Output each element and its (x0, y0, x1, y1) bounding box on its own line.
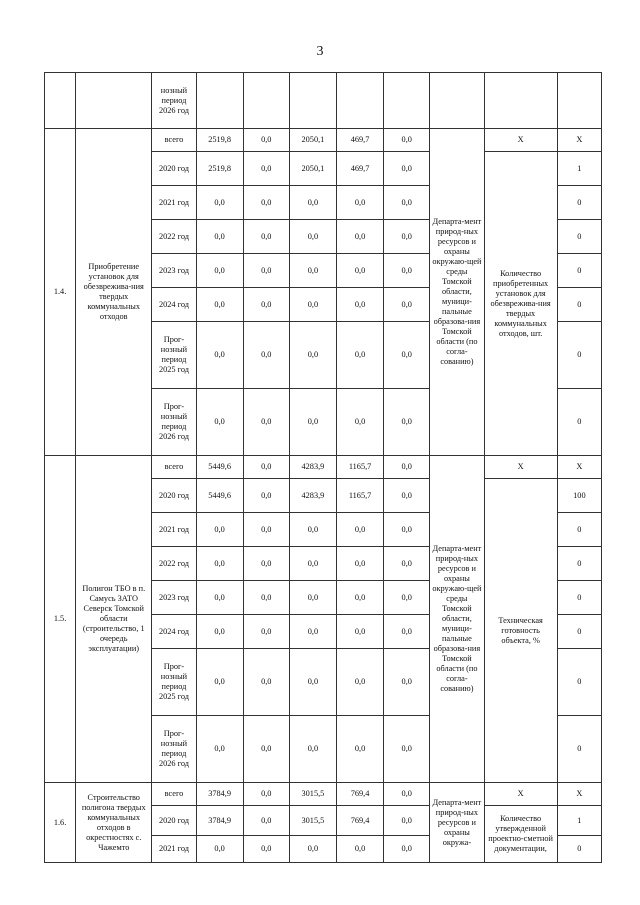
cell-period: нозный период 2026 год (152, 73, 196, 129)
program-table (44, 72, 602, 863)
period-label: 2020 год (152, 806, 196, 836)
period-label: 2021 год (152, 513, 196, 547)
table-row (45, 129, 602, 152)
amount-regional: 0,0 (289, 649, 336, 716)
amount-local: 0,0 (337, 716, 384, 783)
amount-local: 1165,7 (337, 479, 384, 513)
amount-extrabudget: 0,0 (384, 220, 430, 254)
section-number: 1.5. (45, 456, 76, 783)
amount-federal: 0,0 (243, 615, 289, 649)
amount-federal: 0,0 (243, 783, 289, 806)
amount-total: 3784,9 (196, 806, 243, 836)
cell-responsible (430, 73, 484, 129)
amount-total: 2519,8 (196, 152, 243, 186)
amount-total: 5449,6 (196, 479, 243, 513)
amount-regional: 0,0 (289, 547, 336, 581)
amount-regional: 4283,9 (289, 479, 336, 513)
cell-indicator-name (484, 73, 557, 129)
indicator-value: 100 (557, 479, 601, 513)
amount-local: 0,0 (337, 288, 384, 322)
amount-local: 0,0 (337, 186, 384, 220)
indicator-value: 0 (557, 389, 601, 456)
amount-regional: 2050,1 (289, 129, 336, 152)
amount-total: 2519,8 (196, 129, 243, 152)
indicator-value: X (557, 456, 601, 479)
period-label: 2023 год (152, 254, 196, 288)
amount-regional: 0,0 (289, 836, 336, 863)
period-label: 2020 год (152, 152, 196, 186)
amount-total: 0,0 (196, 581, 243, 615)
table-row (45, 783, 602, 806)
amount-total: 0,0 (196, 288, 243, 322)
period-label: 2024 год (152, 615, 196, 649)
amount-local: 769,4 (337, 783, 384, 806)
amount-local: 0,0 (337, 389, 384, 456)
amount-extrabudget: 0,0 (384, 806, 430, 836)
activity-name: Строительство полигона твердых коммунальных отходов в окрестностях с. Чажемто (76, 783, 152, 863)
amount-local: 769,4 (337, 806, 384, 836)
amount-extrabudget: 0,0 (384, 513, 430, 547)
period-label: всего (152, 456, 196, 479)
section-number: 1.4. (45, 129, 76, 456)
indicator-name-x: X (484, 456, 557, 479)
amount-total: 0,0 (196, 513, 243, 547)
cell-name (76, 73, 152, 129)
amount-extrabudget: 0,0 (384, 783, 430, 806)
period-label: всего (152, 129, 196, 152)
indicator-value: X (557, 129, 601, 152)
amount-extrabudget: 0,0 (384, 547, 430, 581)
amount-total: 0,0 (196, 389, 243, 456)
amount-federal: 0,0 (243, 513, 289, 547)
period-label: 2021 год (152, 186, 196, 220)
period-label: Прог-нозный период 2025 год (152, 322, 196, 389)
amount-regional: 0,0 (289, 322, 336, 389)
amount-regional: 3015,5 (289, 806, 336, 836)
indicator-value: 0 (557, 186, 601, 220)
amount-federal: 0,0 (243, 186, 289, 220)
amount-local: 1165,7 (337, 456, 384, 479)
amount-regional: 4283,9 (289, 456, 336, 479)
activity-name: Полигон ТБО в п. Самусь ЗАТО Северск Томской области (строительство, 1 очередь эксплуатации) (76, 456, 152, 783)
amount-local: 469,7 (337, 129, 384, 152)
amount-federal: 0,0 (243, 152, 289, 186)
amount-total: 0,0 (196, 254, 243, 288)
amount-total: 0,0 (196, 649, 243, 716)
amount-regional: 0,0 (289, 389, 336, 456)
indicator-value: 0 (557, 716, 601, 783)
indicator-value: X (557, 783, 601, 806)
indicator-name-x: X (484, 129, 557, 152)
amount-federal: 0,0 (243, 389, 289, 456)
amount-regional: 3015,5 (289, 783, 336, 806)
amount-extrabudget: 0,0 (384, 649, 430, 716)
amount-local: 0,0 (337, 547, 384, 581)
period-label: Прог-нозный период 2025 год (152, 649, 196, 716)
amount-total: 3784,9 (196, 783, 243, 806)
period-label: 2022 год (152, 547, 196, 581)
responsible-executor: Департа-мент природ-ных ресурсов и охраны окружаю-щей среды Томской области, муници-пальные образова-ния Томской области (по согла-сованию) (430, 456, 484, 783)
period-label: 2024 год (152, 288, 196, 322)
amount-total: 0,0 (196, 186, 243, 220)
responsible-executor: Департа-мент природ-ных ресурсов и охраны окружаю-щей среды Томской области, муници-пальные образова-ния Томской области (по согла-сованию) (430, 129, 484, 456)
cell-num (45, 73, 76, 129)
amount-extrabudget: 0,0 (384, 581, 430, 615)
amount-total: 0,0 (196, 547, 243, 581)
cell-total (196, 73, 243, 129)
period-label: всего (152, 783, 196, 806)
amount-local: 0,0 (337, 615, 384, 649)
indicator-value: 0 (557, 254, 601, 288)
amount-extrabudget: 0,0 (384, 152, 430, 186)
table-row (45, 456, 602, 479)
indicator-value: 0 (557, 547, 601, 581)
amount-regional: 0,0 (289, 513, 336, 547)
amount-extrabudget: 0,0 (384, 716, 430, 783)
period-label: 2021 год (152, 836, 196, 863)
amount-total: 0,0 (196, 615, 243, 649)
amount-extrabudget: 0,0 (384, 479, 430, 513)
cell-indicator-value (557, 73, 601, 129)
amount-extrabudget: 0,0 (384, 288, 430, 322)
indicator-name: Техническая готовность объекта, % (484, 479, 557, 783)
amount-total: 0,0 (196, 836, 243, 863)
amount-local: 0,0 (337, 254, 384, 288)
activity-name: Приобретение установок для обезврежива-ния твердых коммунальных отходов (76, 129, 152, 456)
amount-federal: 0,0 (243, 649, 289, 716)
amount-total: 0,0 (196, 220, 243, 254)
amount-regional: 0,0 (289, 581, 336, 615)
amount-extrabudget: 0,0 (384, 456, 430, 479)
amount-regional: 0,0 (289, 220, 336, 254)
indicator-value: 0 (557, 513, 601, 547)
cell-federal (243, 73, 289, 129)
cell-regional (289, 73, 336, 129)
amount-extrabudget: 0,0 (384, 322, 430, 389)
amount-extrabudget: 0,0 (384, 254, 430, 288)
indicator-name-x: X (484, 783, 557, 806)
period-label: 2023 год (152, 581, 196, 615)
indicator-name: Количество утвержденной проектно-сметной документации, (484, 806, 557, 863)
indicator-value: 0 (557, 288, 601, 322)
indicator-value: 0 (557, 220, 601, 254)
amount-local: 0,0 (337, 836, 384, 863)
indicator-value: 0 (557, 322, 601, 389)
amount-total: 0,0 (196, 716, 243, 783)
responsible-executor: Департа-мент природ-ных ресурсов и охраны окружа- (430, 783, 484, 863)
amount-extrabudget: 0,0 (384, 129, 430, 152)
amount-total: 0,0 (196, 322, 243, 389)
amount-local: 0,0 (337, 322, 384, 389)
amount-federal: 0,0 (243, 322, 289, 389)
amount-federal: 0,0 (243, 716, 289, 783)
indicator-value: 1 (557, 152, 601, 186)
carry-over-row (45, 73, 602, 129)
amount-federal: 0,0 (243, 547, 289, 581)
amount-local: 469,7 (337, 152, 384, 186)
amount-federal: 0,0 (243, 288, 289, 322)
amount-federal: 0,0 (243, 254, 289, 288)
amount-regional: 2050,1 (289, 152, 336, 186)
amount-federal: 0,0 (243, 129, 289, 152)
cell-local (337, 73, 384, 129)
amount-federal: 0,0 (243, 220, 289, 254)
amount-regional: 0,0 (289, 288, 336, 322)
amount-federal: 0,0 (243, 836, 289, 863)
amount-local: 0,0 (337, 513, 384, 547)
amount-regional: 0,0 (289, 254, 336, 288)
amount-regional: 0,0 (289, 615, 336, 649)
period-label: Прог-нозный период 2026 год (152, 389, 196, 456)
amount-regional: 0,0 (289, 186, 336, 220)
cell-extrabudget (384, 73, 430, 129)
amount-extrabudget: 0,0 (384, 186, 430, 220)
amount-extrabudget: 0,0 (384, 836, 430, 863)
indicator-value: 1 (557, 806, 601, 836)
amount-extrabudget: 0,0 (384, 389, 430, 456)
amount-federal: 0,0 (243, 456, 289, 479)
amount-federal: 0,0 (243, 806, 289, 836)
indicator-value: 0 (557, 581, 601, 615)
amount-federal: 0,0 (243, 479, 289, 513)
amount-extrabudget: 0,0 (384, 615, 430, 649)
amount-local: 0,0 (337, 649, 384, 716)
amount-local: 0,0 (337, 220, 384, 254)
amount-federal: 0,0 (243, 581, 289, 615)
amount-regional: 0,0 (289, 716, 336, 783)
period-label: Прог-нозный период 2026 год (152, 716, 196, 783)
amount-total: 5449,6 (196, 456, 243, 479)
period-label: 2020 год (152, 479, 196, 513)
period-label: 2022 год (152, 220, 196, 254)
page-number: 3 (316, 44, 324, 59)
indicator-name: Количество приобретенных установок для обезврежива-ния твердых коммунальных отходов, шт. (484, 152, 557, 456)
indicator-value: 0 (557, 615, 601, 649)
indicator-value: 0 (557, 836, 601, 863)
section-number: 1.6. (45, 783, 76, 863)
indicator-value: 0 (557, 649, 601, 716)
amount-local: 0,0 (337, 581, 384, 615)
